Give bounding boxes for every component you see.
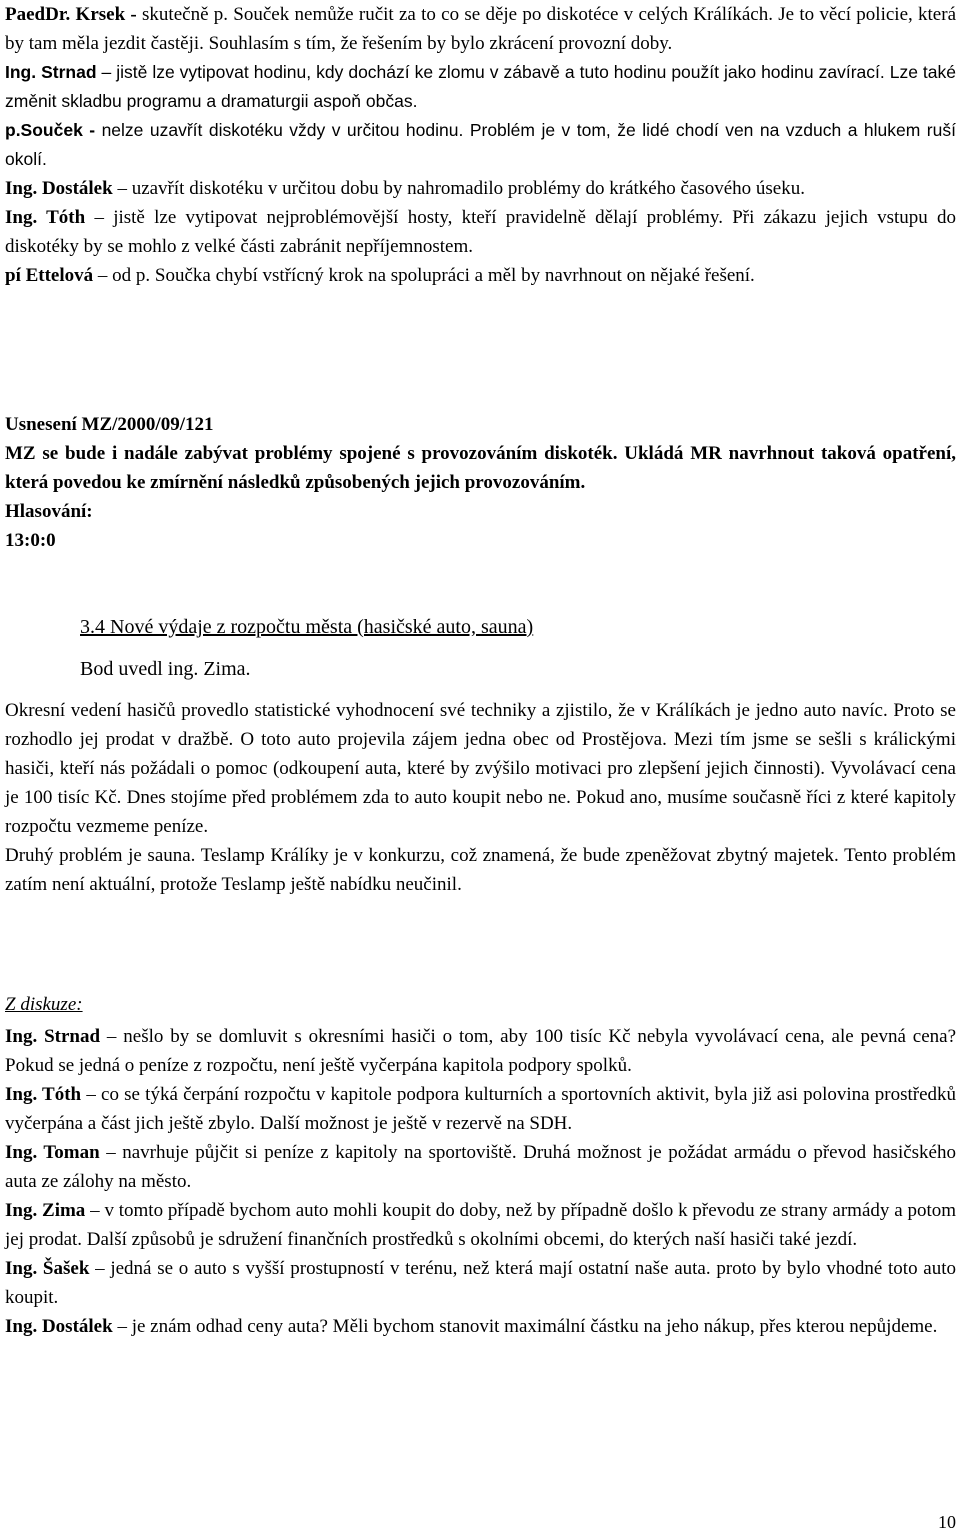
statement-text: je znám odhad ceny auta? Měli bychom stanovit maximální částku na jeho nákup, přes kterou nepůjdeme. [131, 1316, 938, 1337]
statement-paragraph: Ing. Šašek – jedná se o auto s vyšší prostupností v terénu, než která mají ostatní naše auta. proto by bylo vhodné toto auto koupit. [5, 1258, 956, 1308]
discussion-heading: Z diskuze: [5, 994, 83, 1015]
statement-paragraph [5, 0, 956, 58]
statement-text: nešlo by se domluvit s okresními hasiči o tom, aby 100 tisíc Kč nebyla vyvolávací cena, ale pevná cena? Pokud se jedná o peníze z rozpočtu, není ještě vyčerpána kapitola podpory spolků. [5, 1026, 957, 1076]
speaker-name: Ing. Dostálek [5, 1316, 113, 1337]
statement-paragraph: Ing. Toman – navrhuje půjčit si peníze z kapitoly na sportoviště. Druhá možnost je požádat armádu o převod hasičského auta ze zálohy na město. [5, 1142, 956, 1192]
resolution-title: Usnesení MZ/2000/09/121 [5, 414, 214, 435]
statement-paragraph [5, 116, 956, 174]
statement-text: co se týká čerpání rozpočtu v kapitole podpora kulturních a sportovních aktivit, byla již asi polovina prostředků vyčerpána a část jich ještě zbylo. Další možnost je ještě v rezervě na SDH. [5, 1084, 957, 1134]
statement-paragraph: Ing. Strnad – nešlo by se domluvit s okresními hasiči o tom, aby 100 tisíc Kč nebyla vyvolávací cena, ale pevná cena? Pokud se jedná o peníze z rozpočtu, není ještě vyčerpána kapitola podpory spolků. [5, 1026, 957, 1076]
statement-text: jedná se o auto s vyšší prostupností v terénu, než která mají ostatní naše auta. proto by bylo vhodné toto auto koupit. [5, 1258, 956, 1308]
agenda-item-presenter: Bod uvedl ing. Zima. [80, 658, 251, 680]
body-paragraph: Okresní vedení hasičů provedlo statistické vyhodnocení své techniky a zjistilo, že v Králíkách je jedno auto navíc. Proto se rozhodlo jej prodat v dražbě. O toto auto projevila zájem jedna obec od Prostějova. Mezi tím jsme se sešli s králickými hasiči, kteří nás požádali o pomoc (odkoupení auta, které by zvýšilo motivaci pro zlepšení jejich činnosti). Vyvolávací cena je 100 tisíc Kč. Dnes stojíme před problémem zda to auto koupit nebo ne. Pokud ano, musíme současně říci z které kapitoly rozpočtu vezmeme peníze. [5, 700, 956, 837]
statement-paragraph: Ing. Dostálek – je znám odhad ceny auta? Měli bychom stanovit maximální částku na jeho nákup, přes kterou nepůjdeme. [5, 1316, 938, 1337]
discussion-section-firetruck [5, 990, 956, 1341]
speaker-name: Ing. Strnad [5, 62, 97, 82]
vote-result: 13:0:0 [5, 530, 56, 551]
resolution-block [5, 410, 956, 555]
statement-paragraph: pí Ettelová – od p. Součka chybí vstřícný krok na spolupráci a měl by navrhnout on nějaké řešení. [5, 265, 755, 286]
speaker-name: Ing. Šašek [5, 1258, 90, 1279]
body-section [5, 696, 956, 899]
discussion-section-discos [5, 0, 956, 290]
speaker-name: Ing. Tóth [5, 207, 86, 228]
statement-text: nelze uzavřít diskotéku vždy v určitou hodinu. Problém je v tom, že lidé chodí ven na vzduch a hlukem ruší okolí. [5, 120, 956, 169]
statement-paragraph: Ing. Tóth – jistě lze vytipovat nejproblémovější hosty, kteří pravidelně dělají problémy. Při zákazu jejich vstupu do diskotéky by se mohlo z velké části zabránit nepříjemnostem. [5, 207, 956, 257]
speaker-name: pí Ettelová [5, 265, 94, 286]
vote-label: Hlasování: [5, 501, 93, 522]
statement-text: jistě lze vytipovat hodinu, kdy dochází ke zlomu v zábavě a tuto hodinu použít jako hodinu zavírací. Lze také změnit skladbu programu a dramaturgii aspoň občas. [5, 62, 956, 111]
page-number: 10 [938, 1512, 956, 1532]
speaker-name: p.Souček - [5, 120, 96, 140]
statement-text: v tomto případě bychom auto mohli koupit do doby, než by případně došlo k převodu ze strany armády a potom jej prodat. Další způsobů je sdružení finančních prostředků s okolními obcemi, do kterých naší hasiči také jezdí. [5, 1200, 956, 1250]
statement-text: jistě lze vytipovat nejproblémovější hosty, kteří pravidelně dělají problémy. Při zákazu jejich vstupu do diskotéky by se mohlo z velké části zabránit nepříjemnostem. [5, 207, 956, 257]
statement-paragraph: Ing. Tóth – co se týká čerpání rozpočtu v kapitole podpora kulturních a sportovních aktivit, byla již asi polovina prostředků vyčerpána a část jich ještě zbylo. Další možnost je ještě v rezervě na SDH. [5, 1084, 957, 1134]
statement-text: navrhuje půjčit si peníze z kapitoly na sportoviště. Druhá možnost je požádat armádu o převod hasičského auta ze zálohy na město. [5, 1142, 956, 1192]
speaker-name: Ing. Toman [5, 1142, 100, 1163]
statement-paragraph: Ing. Dostálek – uzavřít diskotéku v určitou dobu by nahromadilo problémy do krátkého časového úseku. [5, 178, 805, 199]
statement-paragraph: Ing. Zima – v tomto případě bychom auto mohli koupit do doby, než by případně došlo k převodu ze strany armády a potom jej prodat. Další způsobů je sdružení finančních prostředků s okolními obcemi, do kterých naší hasiči také jezdí. [5, 1200, 956, 1250]
statement-text: od p. Součka chybí vstřícný krok na spolupráci a měl by navrhnout on nějaké řešení. [112, 265, 755, 286]
agenda-item-heading: 3.4 Nové výdaje z rozpočtu města (hasičské auto, sauna) [80, 616, 534, 638]
speaker-name: Ing. Tóth [5, 1084, 82, 1105]
speaker-name: Ing. Strnad [5, 1026, 101, 1047]
statement-paragraph: Ing. Strnad – jistě lze vytipovat hodinu, kdy dochází ke zlomu v zábavě a tuto hodinu použít jako hodinu zavírací. Lze také změnit skladbu programu a dramaturgii aspoň občas. [5, 62, 956, 111]
resolution-text: MZ se bude i nadále zabývat problémy spojené s provozováním diskoték. Ukládá MR navrhnout taková opatření, která povedou ke zmírnění následků způsobených jejich provozováním. [5, 443, 956, 493]
statement-text: skutečně p. Souček nemůže ručit za to co se děje po diskotéce v celých Králíkách. Je to věcí policie, která by tam měla jezdit častěji. Souhlasím s tím, že řešením by bylo zkrácení provozní doby. [5, 4, 957, 54]
speaker-name: Ing. Dostálek [5, 178, 113, 199]
agenda-item [80, 612, 533, 684]
body-paragraph: Druhý problém je sauna. Teslamp Králíky je v konkurzu, což znamená, že bude zpeněžovat zbytný majetek. Tento problém zatím není aktuální, protože Teslamp ještě nabídku neučinil. [5, 845, 956, 895]
speaker-name: PaedDr. Krsek - [5, 4, 137, 25]
speaker-name: Ing. Zima [5, 1200, 86, 1221]
statement-text: uzavřít diskotéku v určitou dobu by nahromadilo problémy do krátkého časového úseku. [131, 178, 805, 199]
